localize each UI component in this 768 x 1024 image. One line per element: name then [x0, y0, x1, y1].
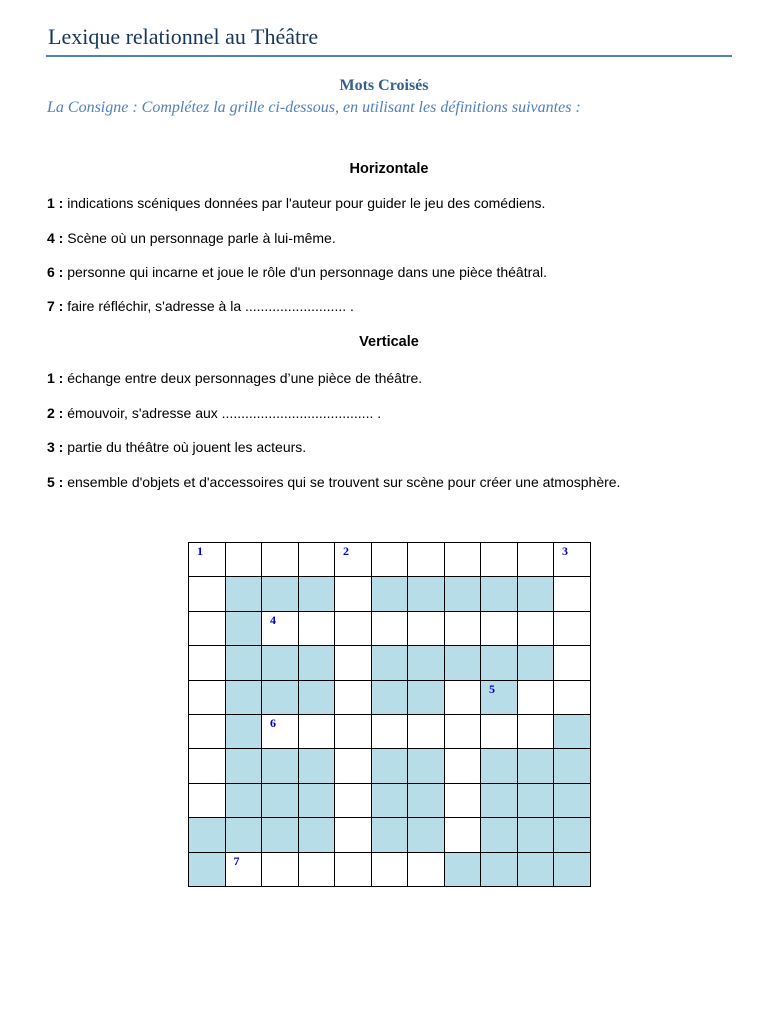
clue-text: partie du théâtre où jouent les acteurs. — [63, 439, 307, 455]
horizontal-clue — [47, 298, 354, 314]
answer-cell[interactable] — [408, 543, 445, 577]
blocked-cell — [262, 749, 299, 783]
grid-row — [189, 543, 591, 577]
vertical-clue — [47, 474, 620, 490]
answer-cell[interactable] — [189, 646, 226, 680]
answer-cell[interactable] — [444, 783, 481, 817]
answer-cell[interactable] — [189, 749, 226, 783]
clue-text: émouvoir, s'adresse aux ....................................... . — [63, 405, 382, 421]
blocked-cell — [225, 577, 262, 611]
answer-cell[interactable] — [335, 611, 372, 645]
horizontal-clue — [47, 195, 545, 211]
blocked-cell — [554, 783, 591, 817]
title-divider — [46, 55, 732, 57]
clue-number: 4 : — [47, 230, 64, 246]
answer-cell[interactable] — [189, 680, 226, 714]
clue-text: ensemble d'objets et d'accessoires qui se trouvent sur scène pour créer une atmosphère. — [63, 474, 621, 490]
horizontal-clue — [47, 264, 547, 280]
blocked-cell — [189, 852, 226, 886]
answer-cell[interactable] — [554, 680, 591, 714]
blocked-cell — [262, 818, 299, 852]
answer-cell[interactable] — [517, 680, 554, 714]
blocked-cell — [554, 714, 591, 748]
blocked-cell — [262, 783, 299, 817]
clue-number-label: 4 — [270, 612, 276, 627]
answer-cell[interactable] — [481, 543, 518, 577]
answer-cell[interactable] — [517, 543, 554, 577]
clue-text: faire réfléchir, s'adresse à la .......................... . — [63, 298, 354, 314]
blocked-cell — [298, 680, 335, 714]
answer-cell[interactable] — [189, 783, 226, 817]
answer-cell[interactable] — [335, 714, 372, 748]
answer-cell[interactable] — [298, 543, 335, 577]
answer-cell[interactable] — [554, 646, 591, 680]
blocked-cell — [225, 714, 262, 748]
answer-cell[interactable] — [189, 714, 226, 748]
answer-cell[interactable] — [408, 611, 445, 645]
clue-number: 5 : — [47, 474, 64, 490]
answer-cell[interactable] — [262, 543, 299, 577]
blocked-cell — [408, 749, 445, 783]
blocked-cell — [298, 646, 335, 680]
answer-cell[interactable] — [225, 852, 262, 886]
answer-cell[interactable] — [554, 611, 591, 645]
clue-number-label: 7 — [233, 853, 240, 868]
answer-cell[interactable] — [371, 543, 408, 577]
vertical-heading: Verticale — [359, 334, 419, 350]
answer-cell[interactable] — [335, 749, 372, 783]
blocked-cell — [444, 852, 481, 886]
grid-row — [189, 783, 591, 817]
vertical-clue — [47, 439, 306, 455]
answer-cell[interactable] — [371, 852, 408, 886]
clue-text: Scène où un personnage parle à lui-même. — [63, 230, 336, 246]
answer-cell[interactable] — [408, 852, 445, 886]
blocked-cell — [371, 577, 408, 611]
blocked-cell — [517, 577, 554, 611]
clue-number: 7 : — [47, 298, 64, 314]
blocked-cell — [408, 818, 445, 852]
answer-cell[interactable] — [298, 714, 335, 748]
blocked-cell — [444, 646, 481, 680]
answer-cell[interactable] — [262, 611, 299, 645]
blocked-cell — [371, 783, 408, 817]
clue-number: 2 : — [47, 405, 64, 421]
blocked-cell — [189, 818, 226, 852]
answer-cell[interactable] — [262, 714, 299, 748]
answer-cell[interactable] — [517, 611, 554, 645]
blocked-cell — [262, 577, 299, 611]
clue-number: 3 : — [47, 439, 64, 455]
blocked-cell — [481, 783, 518, 817]
answer-cell[interactable] — [554, 577, 591, 611]
answer-cell[interactable] — [189, 577, 226, 611]
clue-text: indications scéniques données par l'auteur pour guider le jeu des comédiens. — [63, 195, 546, 211]
clue-number-label: 1 — [197, 544, 203, 558]
blocked-cell — [408, 646, 445, 680]
clue-number-label: 3 — [562, 544, 568, 558]
page-title: Lexique relationnel au Théâtre — [48, 24, 319, 49]
blocked-cell — [554, 818, 591, 852]
answer-cell[interactable] — [554, 543, 591, 577]
grid-row — [189, 680, 591, 714]
answer-cell[interactable] — [189, 611, 226, 645]
blocked-cell — [408, 577, 445, 611]
clue-text: échange entre deux personnages d’une pièce de théâtre. — [63, 370, 423, 386]
clue-number: 1 : — [47, 370, 64, 386]
blocked-cell — [371, 818, 408, 852]
blocked-cell — [298, 818, 335, 852]
blocked-cell — [517, 818, 554, 852]
answer-cell[interactable] — [444, 611, 481, 645]
blocked-cell — [225, 611, 262, 645]
blocked-cell — [517, 852, 554, 886]
answer-cell[interactable] — [335, 543, 372, 577]
answer-cell[interactable] — [298, 852, 335, 886]
blocked-cell — [517, 646, 554, 680]
grid-row — [189, 646, 591, 680]
blocked-cell — [481, 818, 518, 852]
blocked-cell — [225, 749, 262, 783]
blocked-cell — [408, 680, 445, 714]
blocked-cell — [481, 577, 518, 611]
answer-cell[interactable] — [481, 714, 518, 748]
crossword-grid — [188, 542, 591, 887]
blocked-cell — [225, 680, 262, 714]
answer-cell[interactable] — [444, 749, 481, 783]
clue-text: personne qui incarne et joue le rôle d'un personnage dans une pièce théâtral. — [63, 264, 548, 280]
horizontal-clue — [47, 230, 336, 246]
blocked-cell — [554, 749, 591, 783]
answer-cell[interactable] — [189, 543, 226, 577]
answer-cell[interactable] — [371, 714, 408, 748]
horizontal-heading: Horizontale — [349, 161, 429, 177]
grid-row — [189, 852, 591, 886]
answer-cell[interactable] — [444, 680, 481, 714]
answer-cell[interactable] — [444, 543, 481, 577]
blocked-cell — [554, 852, 591, 886]
blocked-cell — [517, 783, 554, 817]
vertical-clue — [47, 405, 381, 421]
clue-number-label: 5 — [489, 681, 495, 696]
instruction: La Consigne : Complétez la grille ci-dessous, en utilisant les définitions suivantes : — [47, 99, 581, 116]
blocked-cell — [298, 783, 335, 817]
blocked-cell — [298, 577, 335, 611]
blocked-cell — [371, 749, 408, 783]
answer-cell[interactable] — [262, 852, 299, 886]
clue-number: 6 : — [47, 264, 64, 280]
blocked-cell — [262, 680, 299, 714]
grid-row — [189, 577, 591, 611]
vertical-clue — [47, 370, 422, 386]
blocked-cell — [481, 646, 518, 680]
answer-cell[interactable] — [335, 577, 372, 611]
clue-number-label: 2 — [343, 544, 349, 558]
answer-cell[interactable] — [225, 543, 262, 577]
answer-cell[interactable] — [335, 646, 372, 680]
answer-cell[interactable] — [371, 611, 408, 645]
blocked-cell — [298, 749, 335, 783]
blocked-cell — [481, 749, 518, 783]
answer-cell[interactable] — [298, 611, 335, 645]
blocked-cell — [408, 783, 445, 817]
grid-row — [189, 818, 591, 852]
blocked-cell — [481, 852, 518, 886]
blocked-cell — [225, 646, 262, 680]
answer-cell[interactable] — [481, 611, 518, 645]
answer-cell[interactable] — [517, 714, 554, 748]
clue-number: 1 : — [47, 195, 64, 211]
blocked-cell — [444, 577, 481, 611]
blocked-cell — [371, 646, 408, 680]
blocked-cell — [225, 783, 262, 817]
blocked-cell — [262, 646, 299, 680]
grid-row — [189, 714, 591, 748]
grid-row — [189, 611, 591, 645]
blocked-cell — [371, 680, 408, 714]
blocked-cell — [225, 818, 262, 852]
blocked-cell — [517, 749, 554, 783]
answer-cell[interactable] — [335, 680, 372, 714]
clue-number-label: 6 — [270, 715, 276, 730]
answer-cell[interactable] — [444, 818, 481, 852]
answer-cell[interactable] — [335, 783, 372, 817]
blocked-cell — [481, 680, 518, 714]
answer-cell[interactable] — [335, 818, 372, 852]
answer-cell[interactable] — [335, 852, 372, 886]
grid-row — [189, 749, 591, 783]
subtitle: Mots Croisés — [339, 77, 429, 94]
answer-cell[interactable] — [408, 714, 445, 748]
answer-cell[interactable] — [444, 714, 481, 748]
